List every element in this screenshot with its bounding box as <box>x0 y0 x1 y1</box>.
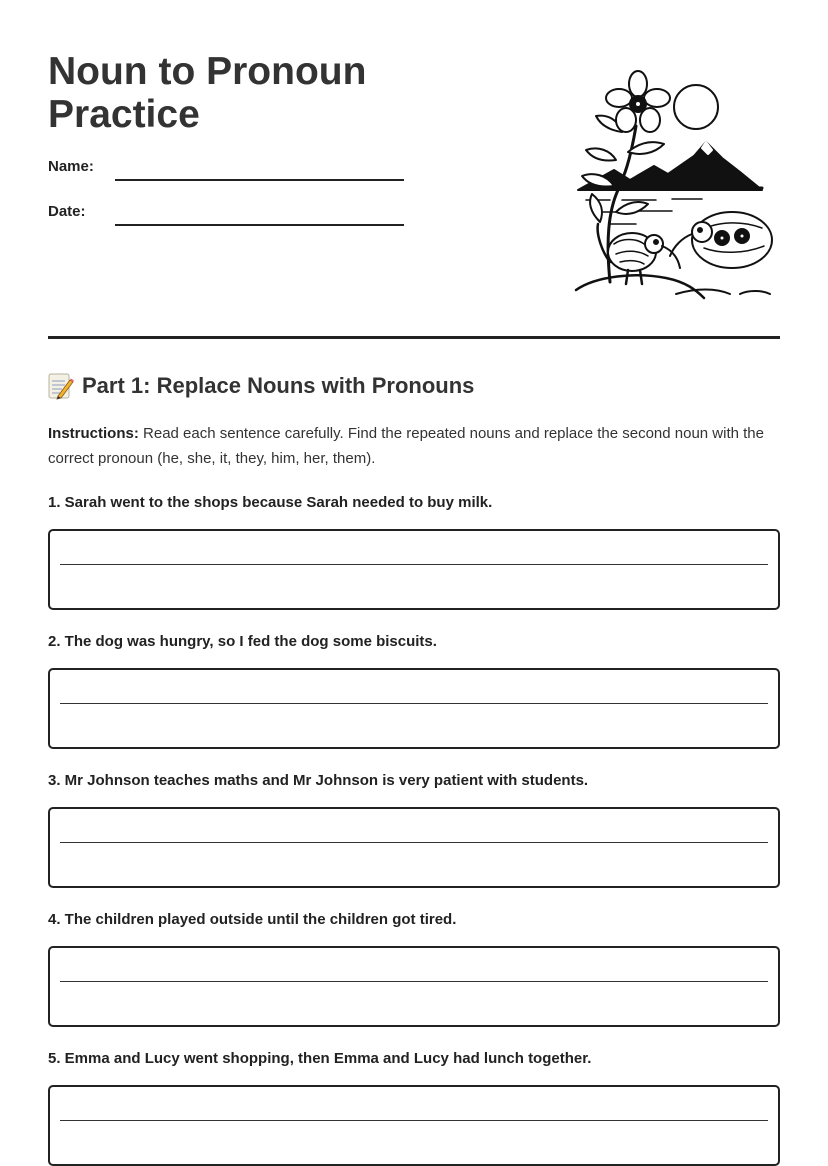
part1-heading <box>48 372 474 400</box>
sun-icon <box>674 85 718 129</box>
name-field[interactable] <box>48 158 404 182</box>
name-write-line[interactable] <box>115 179 404 181</box>
instructions-text: Read each sentence carefully. Find the repeated nouns and replace the second noun with the correct pronoun (he, she, it, they, him, her, them). <box>48 425 764 467</box>
name-label: Name: <box>48 158 94 175</box>
answer-box[interactable] <box>48 529 780 610</box>
question-text: 4. The children played outside until the children got tired. <box>48 911 457 928</box>
answer-box[interactable] <box>48 946 780 1027</box>
instructions-label: Instructions: <box>48 425 139 442</box>
question-text: 3. Mr Johnson teaches maths and Mr Johnson is very patient with students. <box>48 772 589 789</box>
answer-line <box>60 564 768 565</box>
section-divider <box>48 336 780 339</box>
answer-line <box>60 1120 768 1121</box>
question-text: 1. Sarah went to the shops because Sarah needed to buy milk. <box>48 494 493 511</box>
memo-pencil-icon <box>48 372 74 400</box>
kiwi-bird-icon-2 <box>670 212 772 268</box>
date-write-line[interactable] <box>115 224 404 226</box>
flower-icon <box>606 71 670 132</box>
page-title-line1: Noun to Pronoun <box>48 50 367 93</box>
answer-box[interactable] <box>48 807 780 888</box>
question-text: 5. Emma and Lucy went shopping, then Emma and Lucy had lunch together. <box>48 1050 592 1067</box>
date-label: Date: <box>48 203 86 220</box>
page-title-line2: Practice <box>48 93 200 136</box>
question-text: 2. The dog was hungry, so I fed the dog some biscuits. <box>48 633 437 650</box>
answer-line <box>60 981 768 982</box>
date-field[interactable] <box>48 203 404 227</box>
answer-line <box>60 842 768 843</box>
answer-box[interactable] <box>48 668 780 749</box>
part1-title: Part 1: Replace Nouns with Pronouns <box>82 373 475 398</box>
answer-box[interactable] <box>48 1085 780 1166</box>
instructions <box>48 421 780 471</box>
page-title <box>48 50 468 136</box>
flower-mountain-kiwi-illustration <box>526 62 780 302</box>
answer-line <box>60 703 768 704</box>
